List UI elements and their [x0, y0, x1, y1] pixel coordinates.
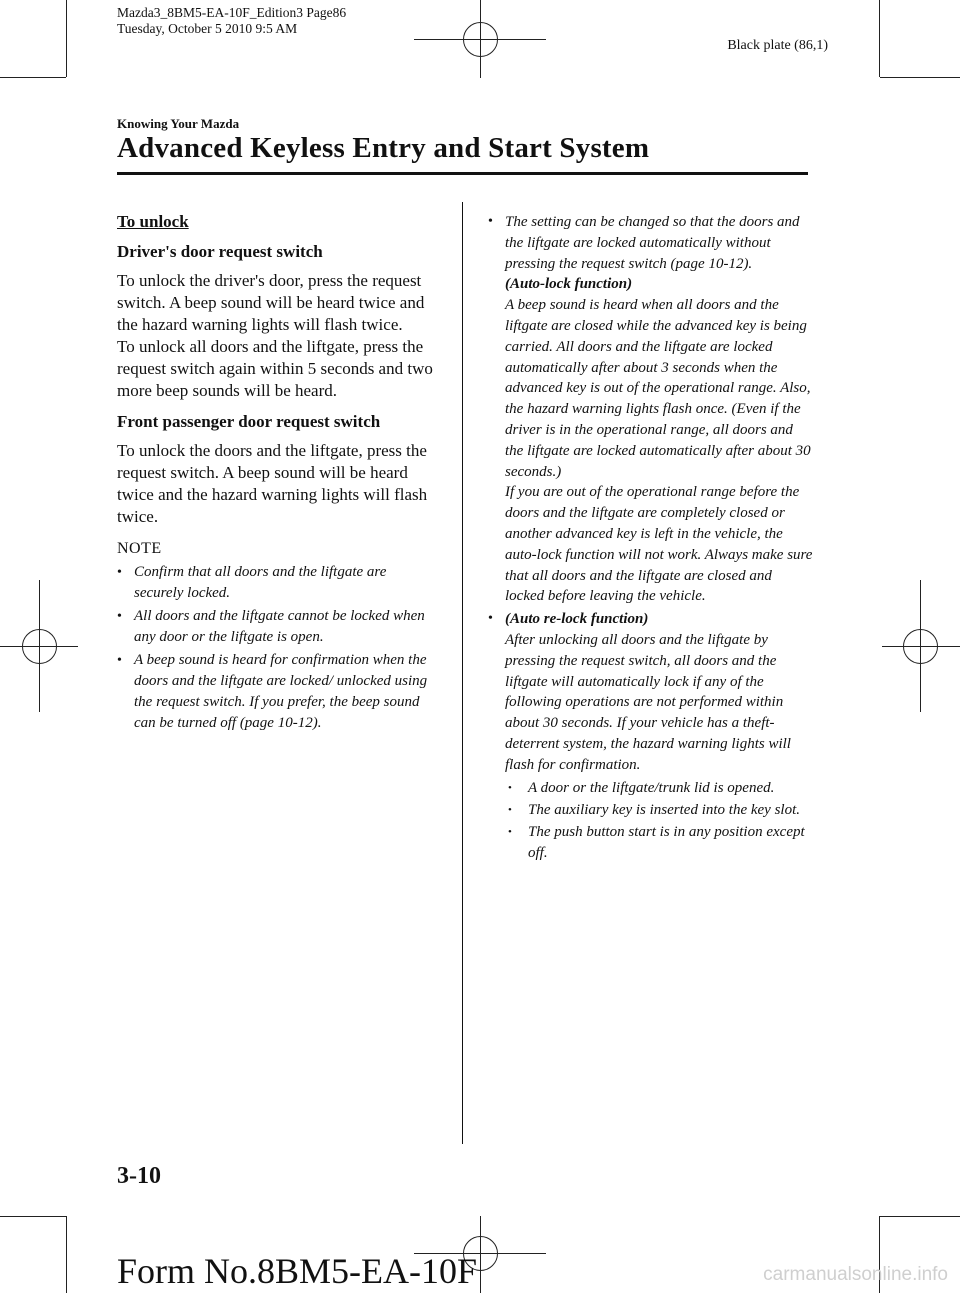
left-column: [117, 212, 439, 736]
auto-lock-heading: (Auto-lock function): [505, 276, 633, 293]
watermark: carmanualsonline.info: [763, 1264, 948, 1285]
auto-relock-heading: • (Auto re-lock function): [505, 611, 649, 628]
passenger-door-text: To unlock the doors and the liftgate, press the request switch. A beep sound will be heard twice and the hazard warning lights will flash twice.: [117, 441, 428, 526]
right-note-list: [488, 212, 813, 864]
driver-door-text: [117, 270, 439, 336]
auto-relock-text: After unlocking all doors and the liftgate by pressing the request switch, all doors and the liftgate will automatically lock if any of the following operations are not performed within about 30 seconds. If your vehicle has a theft-deterrent system, the hazard warning lights will flash for confirmation.: [505, 631, 791, 773]
note-item: • All doors and the liftgate cannot be locked when any door or the liftgate is open.: [117, 606, 439, 648]
note-item: • A beep sound is heard for confirmation when the doors and the liftgate are locked/ unlocked using the request switch. If you prefer, the beep sound can be turned off (page 10-12).: [117, 650, 439, 734]
subheading: To unlock: [117, 212, 189, 231]
note-list: [117, 562, 439, 734]
file-info: [117, 5, 346, 37]
column-divider: [462, 202, 463, 1144]
file-date: Tuesday, October 5 2010 9:5 AM: [117, 21, 298, 36]
driver-door-text-2: To unlock all doors and the liftgate, press the request switch again within 5 seconds and two more beep sounds will be heard.: [117, 337, 433, 400]
condition-item: • A door or the liftgate/trunk lid is opened.: [505, 778, 813, 799]
condition-item: • The auxiliary key is inserted into the key slot.: [505, 800, 813, 821]
auto-lock-text-2: If you are out of the operational range before the doors and the liftgate are completely closed or another advanced key is left in the vehicle, the auto-lock function will not work. Always make sure that all doors and the liftgate are closed and locked before leaving the vehicle.: [505, 484, 813, 605]
driver-door-heading: Driver's door request switch: [117, 242, 323, 261]
auto-relock-conditions: [505, 778, 813, 864]
auto-lock-text-1: A beep sound is heard when all doors and the liftgate are closed while the advanced key is being carried. All doors and the liftgate are locked automatically after about 3 seconds when the advanced key is out of the operational range. Also, the hazard warning lights flash once. (Even if the driver is in the operational range, all doors and the liftgate are locked automatically after about 30 seconds.): [505, 297, 811, 480]
page-title: Advanced Keyless Entry and Start System: [117, 132, 650, 164]
form-number: Form No.8BM5-EA-10F: [117, 1251, 478, 1291]
plate-label: Black plate (86,1): [727, 38, 828, 53]
file-name: Mazda3_8BM5-EA-10F_Edition3 Page86: [117, 5, 347, 20]
title-rule: [117, 172, 808, 175]
auto-lock-intro: • The setting can be changed so that the doors and the liftgate are locked automatically without pressing the request switch (page 10-12).: [505, 214, 800, 272]
section-label: Knowing Your Mazda: [117, 116, 240, 131]
auto-lock-note: [488, 212, 813, 607]
auto-relock-note: [488, 609, 813, 863]
note-title: NOTE: [117, 540, 162, 557]
right-column: [488, 212, 813, 866]
condition-item: • The push button start is in any position except off.: [505, 822, 813, 864]
note-item: • Confirm that all doors and the liftgate are securely locked.: [117, 562, 439, 604]
driver-door-text-1: To unlock the driver's door, press the request switch. A beep sound will be heard twice and the hazard warning lights will flash twice.: [117, 271, 425, 334]
passenger-door-heading: Front passenger door request switch: [117, 412, 381, 431]
page-number: 3-10: [117, 1163, 161, 1189]
